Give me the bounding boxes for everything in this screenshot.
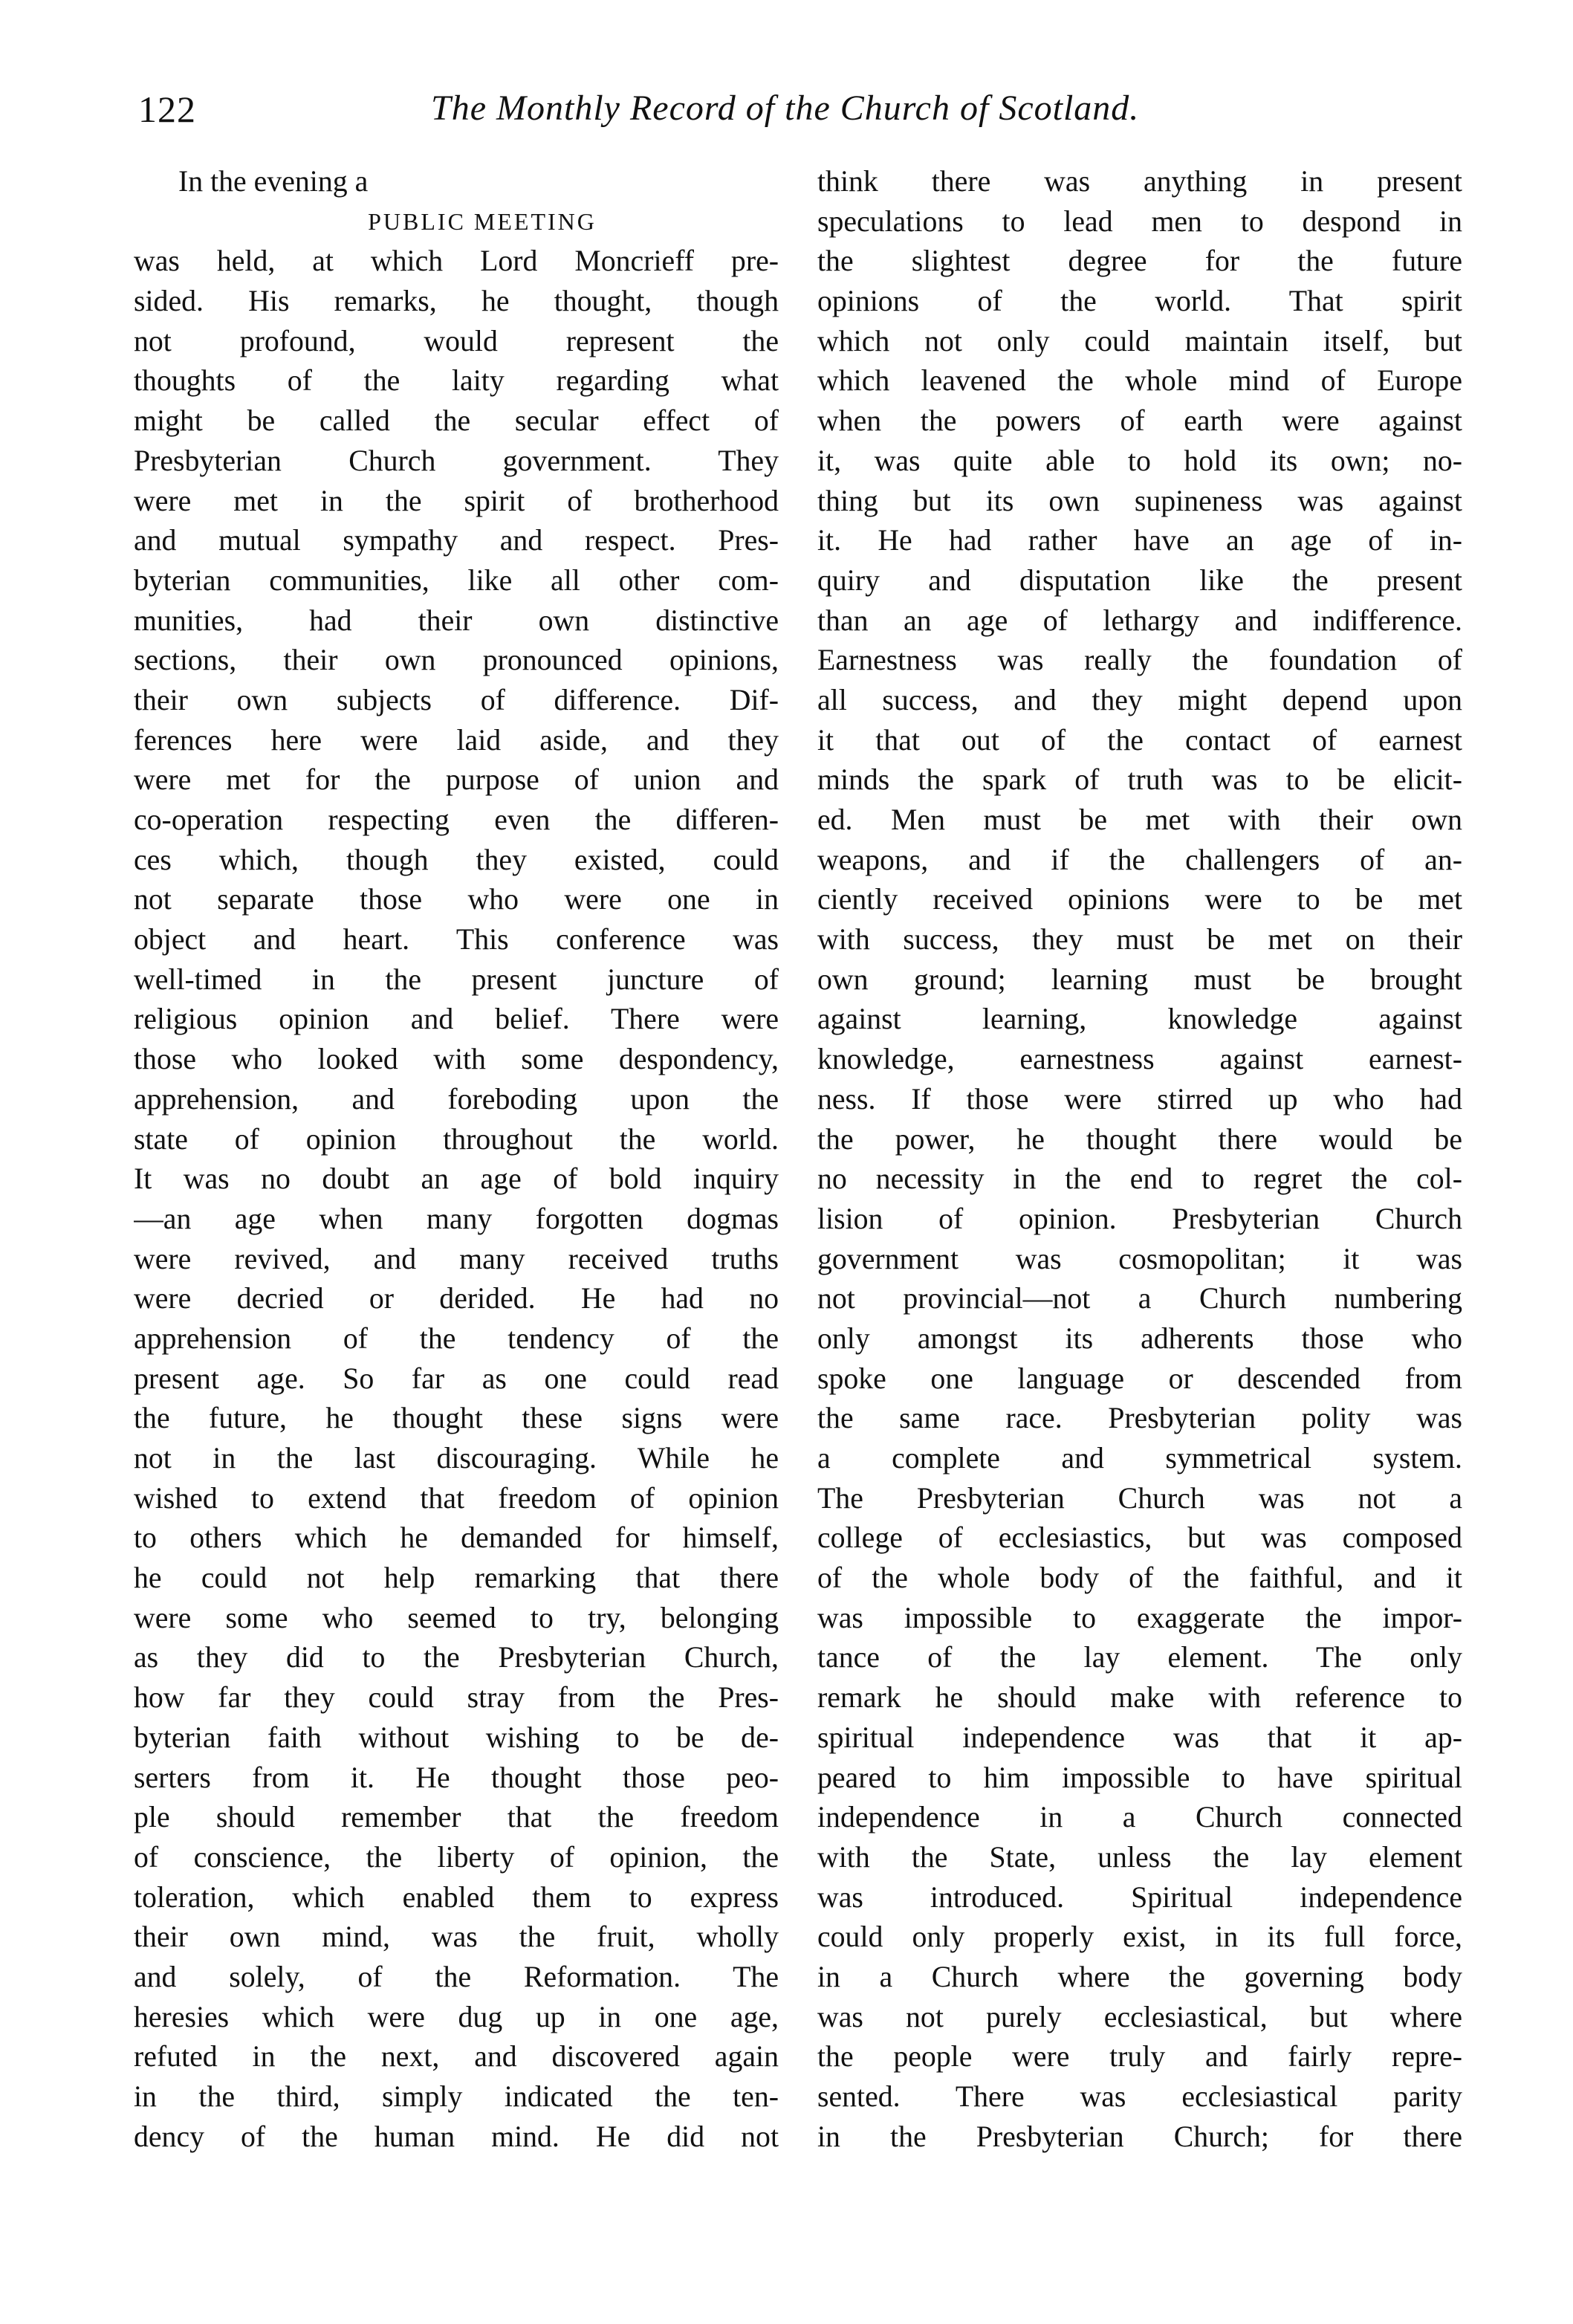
- text-line: with the State, unless the lay element: [817, 1840, 1462, 1874]
- text-line: how far they could stray from the Pres-: [134, 1681, 779, 1715]
- text-line: no necessity in the end to regret the col-: [817, 1162, 1462, 1196]
- text-line: were met for the purpose of union and: [134, 763, 779, 797]
- text-line: against learning, knowledge against: [817, 1003, 1462, 1036]
- text-line: their own subjects of difference. Dif-: [134, 683, 779, 716]
- left-column: [134, 162, 779, 2157]
- text-line: the same race. Presbyterian polity was: [817, 1402, 1462, 1435]
- text-line: peared to him impossible to have spiritual: [817, 1761, 1462, 1794]
- text-line: when the powers of earth were against: [817, 404, 1462, 438]
- text-line: were decried or derided. He had no: [134, 1282, 779, 1315]
- text-line: ciently received opinions were to be met: [817, 883, 1462, 916]
- page-number: 122: [138, 88, 196, 130]
- text-line: munities, had their own distinctive: [134, 603, 779, 637]
- text-line: wished to extend that freedom of opinion: [134, 1481, 779, 1515]
- text-line: The Presbyterian Church was not a: [817, 1481, 1462, 1515]
- text-line: think there was anything in present: [817, 165, 1462, 198]
- text-line: than an age of lethargy and indifference.: [817, 603, 1462, 637]
- text-line: co-operation respecting even the differen-: [134, 803, 779, 836]
- text-line: as they did to the Presbyterian Church,: [134, 1641, 779, 1674]
- text-line: quiry and disputation like the present: [817, 563, 1462, 597]
- text-line: tance of the lay element. The only: [817, 1641, 1462, 1674]
- text-line: byterian faith without wishing to be de-: [134, 1721, 779, 1754]
- text-line: it. He had rather have an age of in-: [817, 524, 1462, 557]
- text-line: all success, and they might depend upon: [817, 683, 1462, 716]
- text-line: of the whole body of the faithful, and it: [817, 1561, 1462, 1595]
- text-line: independence in a Church connected: [817, 1801, 1462, 1834]
- text-line: the slightest degree for the future: [817, 245, 1462, 278]
- text-line: Presbyterian Church government. They: [134, 444, 779, 477]
- text-line: thoughts of the laity regarding what: [134, 364, 779, 398]
- text-line: it, was quite able to hold its own; no-: [817, 444, 1462, 477]
- text-line: ces which, though they existed, could: [134, 843, 779, 876]
- section-heading-public-meeting: PUBLIC MEETING: [368, 207, 597, 235]
- text-line: own ground; learning must be brought: [817, 962, 1462, 996]
- text-line: ed. Men must be met with their own: [817, 803, 1462, 836]
- text-line: knowledge, earnestness against earnest-: [817, 1043, 1462, 1076]
- text-line: weapons, and if the challengers of an-: [817, 843, 1462, 876]
- text-line: was impossible to exaggerate the impor-: [817, 1601, 1462, 1634]
- text-line: and mutual sympathy and respect. Pres-: [134, 524, 779, 557]
- text-line: spoke one language or descended from: [817, 1362, 1462, 1395]
- text-line: their own mind, was the fruit, wholly: [134, 1920, 779, 1954]
- text-line: ferences here were laid aside, and they: [134, 723, 779, 757]
- text-line: religious opinion and belief. There were: [134, 1003, 779, 1036]
- section-intro-line: In the evening a: [178, 165, 369, 198]
- text-line: which leavened the whole mind of Europe: [817, 364, 1462, 398]
- text-line: ple should remember that the freedom: [134, 1801, 779, 1834]
- text-line: not in the last discouraging. While he: [134, 1442, 779, 1475]
- text-line: state of opinion throughout the world.: [134, 1122, 779, 1156]
- text-line: remark he should make with reference to: [817, 1681, 1462, 1715]
- text-line: byterian communities, like all other com-: [134, 563, 779, 597]
- text-line: was not purely ecclesiastical, but where: [817, 2000, 1462, 2033]
- text-line: in the Presbyterian Church; for there: [817, 2120, 1462, 2153]
- text-line: to others which he demanded for himself,: [134, 1521, 779, 1555]
- text-line: opinions of the world. That spirit: [817, 285, 1462, 318]
- text-line: Earnestness was really the foundation of: [817, 644, 1462, 677]
- text-line: in the third, simply indicated the ten-: [134, 2080, 779, 2113]
- text-line: not profound, would represent the: [134, 324, 779, 357]
- text-line: government was cosmopolitan; it was: [817, 1242, 1462, 1275]
- text-line: college of ecclesiastics, but was composed: [817, 1521, 1462, 1555]
- text-line: —an age when many forgotten dogmas: [134, 1202, 779, 1235]
- text-line: well-timed in the present juncture of: [134, 962, 779, 996]
- text-line: dency of the human mind. He did not: [134, 2120, 779, 2153]
- text-line: present age. So far as one could read: [134, 1362, 779, 1395]
- text-line: of conscience, the liberty of opinion, the: [134, 1840, 779, 1874]
- text-line: was introduced. Spiritual independence: [817, 1880, 1462, 1914]
- text-line: the power, he thought there would be: [817, 1122, 1462, 1156]
- text-line: not provincial—not a Church numbering: [817, 1282, 1462, 1315]
- text-line: lision of opinion. Presbyterian Church: [817, 1202, 1462, 1235]
- text-line: a complete and symmetrical system.: [817, 1442, 1462, 1475]
- text-line: were some who seemed to try, belonging: [134, 1601, 779, 1634]
- text-line: apprehension of the tendency of the: [134, 1321, 779, 1355]
- text-line: could only properly exist, in its full force,: [817, 1920, 1462, 1954]
- text-line: those who looked with some despondency,: [134, 1043, 779, 1076]
- running-title: The Monthly Record of the Church of Scotland.: [431, 88, 1140, 128]
- text-line: he could not help remarking that there: [134, 1561, 779, 1595]
- text-line: serters from it. He thought those peo-: [134, 1761, 779, 1794]
- text-line: was held, at which Lord Moncrieff pre-: [134, 245, 779, 278]
- text-line: object and heart. This conference was: [134, 923, 779, 957]
- text-line: which not only could maintain itself, but: [817, 324, 1462, 357]
- text-line: refuted in the next, and discovered again: [134, 2040, 779, 2074]
- text-line: it that out of the contact of earnest: [817, 723, 1462, 757]
- text-line: speculations to lead men to despond in: [817, 204, 1462, 238]
- text-line: sided. His remarks, he thought, though: [134, 285, 779, 318]
- text-line: spiritual independence was that it ap-: [817, 1721, 1462, 1754]
- text-line: thing but its own supineness was against: [817, 484, 1462, 517]
- text-line: with success, they must be met on their: [817, 923, 1462, 957]
- text-line: and solely, of the Reformation. The: [134, 1960, 779, 1993]
- text-line: sections, their own pronounced opinions,: [134, 644, 779, 677]
- text-line: sented. There was ecclesiastical parity: [817, 2080, 1462, 2113]
- text-line: might be called the secular effect of: [134, 404, 779, 438]
- text-line: the future, he thought these signs were: [134, 1402, 779, 1435]
- text-line: the people were truly and fairly repre-: [817, 2040, 1462, 2074]
- text-line: were met in the spirit of brotherhood: [134, 484, 779, 517]
- text-line: heresies which were dug up in one age,: [134, 2000, 779, 2033]
- text-line: ness. If those were stirred up who had: [817, 1082, 1462, 1116]
- text-line: were revived, and many received truths: [134, 1242, 779, 1275]
- text-line: in a Church where the governing body: [817, 1960, 1462, 1993]
- text-line: toleration, which enabled them to express: [134, 1880, 779, 1914]
- text-line: minds the spark of truth was to be elicit-: [817, 763, 1462, 797]
- text-line: apprehension, and foreboding upon the: [134, 1082, 779, 1116]
- text-line: It was no doubt an age of bold inquiry: [134, 1162, 779, 1196]
- right-column: [817, 162, 1462, 2157]
- text-line: not separate those who were one in: [134, 883, 779, 916]
- text-line: only amongst its adherents those who: [817, 1321, 1462, 1355]
